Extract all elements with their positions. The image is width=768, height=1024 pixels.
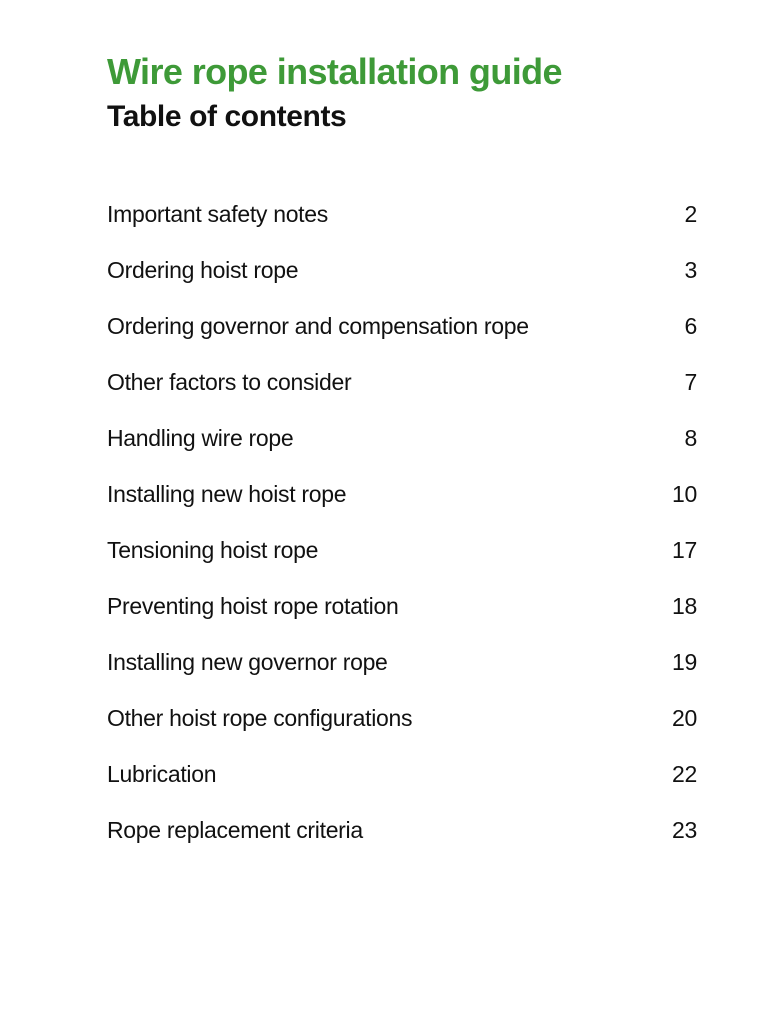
toc-entry[interactable] (107, 578, 697, 634)
toc-entry-title: Installing new governor rope (107, 648, 388, 675)
toc-entry-page-number: 10 (672, 480, 697, 507)
toc-entry-page-number: 6 (684, 312, 697, 339)
toc-entry-page-number: 17 (672, 536, 697, 563)
toc-entry-title: Installing new hoist rope (107, 480, 347, 507)
toc-entry[interactable] (107, 298, 697, 354)
toc-entry[interactable] (107, 634, 697, 690)
toc-entry-title: Handling wire rope (107, 424, 294, 451)
toc-entry-title: Rope replacement criteria (107, 816, 363, 843)
toc-entry-page-number: 3 (684, 256, 697, 283)
toc-entry-page-number: 7 (684, 368, 697, 395)
toc-entry-title: Tensioning hoist rope (107, 536, 319, 563)
toc-entry[interactable] (107, 242, 697, 298)
toc-entry-page-number: 8 (684, 424, 697, 451)
toc-entry-page-number: 18 (672, 592, 697, 619)
toc-entry-page-number: 2 (684, 200, 697, 227)
toc-entry-page-number: 23 (672, 816, 697, 843)
toc-entry-title: Other factors to consider (107, 368, 352, 395)
toc-entry-title: Ordering hoist rope (107, 256, 299, 283)
toc-entry[interactable] (107, 354, 697, 410)
toc-heading: Table of contents (107, 100, 347, 133)
toc-entry[interactable] (107, 186, 697, 242)
toc-entry-page-number: 19 (672, 648, 697, 675)
toc-entry-page-number: 20 (672, 704, 697, 731)
toc-entry-title: Important safety notes (107, 200, 328, 227)
table-of-contents (107, 186, 697, 858)
toc-entry[interactable] (107, 690, 697, 746)
toc-entry-title: Preventing hoist rope rotation (107, 592, 399, 619)
toc-entry[interactable] (107, 410, 697, 466)
document-title: Wire rope installation guide (107, 51, 562, 92)
toc-entry-title: Lubrication (107, 760, 217, 787)
toc-entry[interactable] (107, 522, 697, 578)
toc-entry-title: Other hoist rope configurations (107, 704, 413, 731)
toc-entry[interactable] (107, 746, 697, 802)
toc-entry-title: Ordering governor and compensation rope (107, 312, 529, 339)
toc-entry-page-number: 22 (672, 760, 697, 787)
toc-entry[interactable] (107, 802, 697, 858)
toc-entry[interactable] (107, 466, 697, 522)
